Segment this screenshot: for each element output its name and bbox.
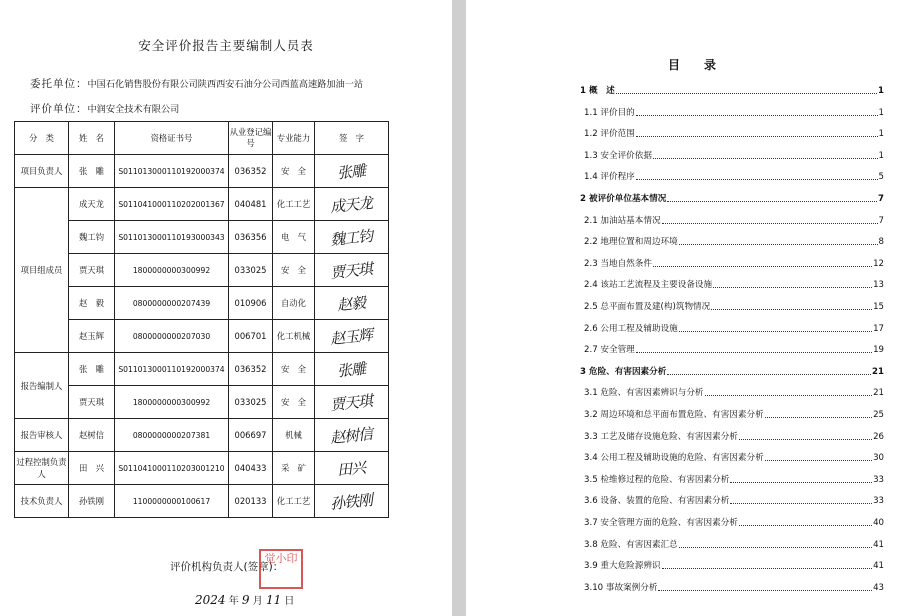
name-cell: 赵玉辉 bbox=[69, 320, 115, 353]
toc-leader-dots bbox=[739, 525, 872, 526]
signature-cell bbox=[315, 386, 389, 419]
toc-item-title: 2.6 公用工程及辅助设施 bbox=[584, 323, 678, 334]
name-cell: 贾天琪 bbox=[69, 386, 115, 419]
toc-item-page: 12 bbox=[873, 258, 884, 269]
toc-leader-dots bbox=[713, 287, 872, 288]
toc-leader-dots bbox=[667, 201, 877, 202]
toc-item-title: 1.2 评价范围 bbox=[584, 129, 635, 140]
toc-item[interactable] bbox=[584, 516, 884, 528]
toc-leader-dots bbox=[616, 93, 877, 94]
toc-title: 目 录 bbox=[667, 58, 722, 72]
signature-cell bbox=[315, 485, 389, 518]
signature-cell bbox=[315, 320, 389, 353]
toc-item-title: 1.1 评价目的 bbox=[584, 107, 635, 118]
toc-item-title: 3.9 重大危险源辨识 bbox=[584, 561, 661, 572]
cert-cell: 0800000000207439 bbox=[115, 287, 229, 320]
toc-item[interactable] bbox=[584, 300, 884, 312]
spec-cell: 化工工艺 bbox=[273, 188, 315, 221]
reg-cell: 036356 bbox=[229, 221, 273, 254]
toc-leader-dots bbox=[739, 439, 872, 440]
header-category: 分 类 bbox=[15, 122, 69, 155]
toc-item[interactable] bbox=[584, 473, 884, 485]
signature-cell bbox=[315, 188, 389, 221]
toc-leader-dots bbox=[679, 244, 878, 245]
cert-cell: S011013000110192000374 bbox=[115, 155, 229, 188]
handwritten-signature: 魏工钧 bbox=[329, 226, 374, 249]
toc-item-page: 5 bbox=[878, 172, 884, 183]
evaluator-line bbox=[30, 101, 179, 116]
category-cell: 技术负责人 bbox=[15, 485, 69, 518]
cert-cell: 0800000000207381 bbox=[115, 419, 229, 452]
org-head-signature-label: 评价机构负责人(签章)： bbox=[170, 561, 284, 573]
handwritten-signature: 赵毅 bbox=[336, 293, 367, 314]
toc-item-page: 15 bbox=[873, 302, 884, 312]
toc-item-title: 1.3 安全评价依据 bbox=[584, 150, 652, 161]
toc-item-page: 7 bbox=[878, 215, 884, 226]
signature-cell bbox=[315, 452, 389, 485]
date-month: 9 bbox=[241, 593, 250, 607]
toc-item-title: 2.5 总平面布置及建(构)筑物情况 bbox=[584, 302, 711, 312]
right-document-page bbox=[466, 0, 924, 616]
toc-leader-dots bbox=[636, 115, 878, 116]
date-line bbox=[195, 592, 294, 607]
header-name: 姓 名 bbox=[69, 122, 115, 155]
date-month-suffix: 月 bbox=[252, 596, 263, 607]
category-cell: 报告编制人 bbox=[15, 353, 69, 419]
toc-leader-dots bbox=[679, 547, 872, 548]
spec-cell: 安 全 bbox=[273, 386, 315, 419]
toc-leader-dots bbox=[636, 136, 878, 137]
spec-cell: 机械 bbox=[273, 419, 315, 452]
toc-item-page: 33 bbox=[873, 474, 884, 485]
header-reg: 从业登记编号 bbox=[229, 122, 273, 155]
category-cell: 项目组成员 bbox=[15, 188, 69, 353]
table-header-row bbox=[15, 122, 389, 155]
reg-cell: 020133 bbox=[229, 485, 273, 518]
table-row bbox=[15, 188, 389, 221]
toc-item-page: 1 bbox=[878, 150, 884, 161]
toc-item-title: 3.2 周边环境和总平面布置危险、有害因素分析 bbox=[584, 410, 764, 420]
reg-cell: 040433 bbox=[229, 452, 273, 485]
toc-item[interactable] bbox=[584, 170, 884, 182]
table-row bbox=[15, 320, 389, 353]
evaluator-label: 评价单位： bbox=[30, 103, 88, 115]
toc-item[interactable] bbox=[584, 386, 884, 398]
cert-cell: S011041000110203001210 bbox=[115, 452, 229, 485]
staff-table-title: 安全评价报告主要编制人员表 bbox=[138, 38, 314, 53]
name-cell: 张 雕 bbox=[69, 155, 115, 188]
toc-leader-dots bbox=[662, 568, 873, 569]
toc-item-title: 3.1 危险、有害因素辨识与分析 bbox=[584, 388, 704, 399]
toc-item-title: 2.7 安全管理 bbox=[584, 345, 635, 356]
toc-item-page: 33 bbox=[873, 496, 884, 507]
spec-cell: 安 全 bbox=[273, 254, 315, 287]
toc-item[interactable] bbox=[584, 494, 884, 506]
toc-item-page: 43 bbox=[873, 582, 884, 593]
toc-item-title: 3.8 危险、有害因素汇总 bbox=[584, 539, 678, 550]
toc-item-page: 40 bbox=[873, 518, 884, 528]
toc-leader-dots bbox=[711, 309, 872, 310]
handwritten-signature: 孙铁刚 bbox=[329, 490, 374, 513]
toc-item-page: 26 bbox=[873, 431, 884, 442]
name-cell: 田 兴 bbox=[69, 452, 115, 485]
table-row bbox=[15, 485, 389, 518]
toc-item-page: 8 bbox=[878, 237, 884, 248]
toc-item-title: 3.4 公用工程及辅助设施的危险、有害因素分析 bbox=[584, 453, 764, 464]
handwritten-signature: 张雕 bbox=[336, 161, 367, 182]
spec-cell: 安 全 bbox=[273, 353, 315, 386]
toc-item-page: 30 bbox=[873, 453, 884, 464]
date-year-suffix: 年 bbox=[228, 596, 239, 607]
toc-item[interactable] bbox=[584, 149, 884, 161]
toc-item[interactable] bbox=[584, 408, 884, 420]
toc-item-page: 17 bbox=[873, 323, 884, 334]
spec-cell: 安 全 bbox=[273, 155, 315, 188]
handwritten-signature: 张雕 bbox=[336, 359, 367, 380]
toc-item[interactable] bbox=[584, 559, 884, 571]
toc-item-page: 41 bbox=[873, 561, 884, 572]
toc-item[interactable] bbox=[584, 581, 884, 593]
staff-table bbox=[14, 121, 389, 518]
toc-item-title: 3.7 安全管理方面的危险、有害因素分析 bbox=[584, 518, 738, 528]
reg-cell: 006701 bbox=[229, 320, 273, 353]
cert-cell: 1800000000300992 bbox=[115, 254, 229, 287]
name-cell: 赵树信 bbox=[69, 419, 115, 452]
reg-cell: 033025 bbox=[229, 386, 273, 419]
signature-cell bbox=[315, 287, 389, 320]
spec-cell: 化工机械 bbox=[273, 320, 315, 353]
toc-leader-dots bbox=[679, 331, 872, 332]
toc-item-title: 2.4 该站工艺流程及主要设备设施 bbox=[584, 280, 713, 291]
toc-leader-dots bbox=[653, 266, 872, 267]
toc-item-title: 1 概 述 bbox=[580, 86, 615, 96]
name-cell: 孙铁刚 bbox=[69, 485, 115, 518]
reg-cell: 006697 bbox=[229, 419, 273, 452]
toc-item-title: 2.3 当地自然条件 bbox=[584, 258, 652, 269]
page-gap bbox=[452, 0, 466, 616]
table-row bbox=[15, 452, 389, 485]
toc-item-page: 1 bbox=[878, 129, 884, 140]
toc-leader-dots bbox=[653, 158, 878, 159]
toc-item-page: 41 bbox=[873, 539, 884, 550]
cert-cell: 1100000000100617 bbox=[115, 485, 229, 518]
toc-item-page: 1 bbox=[878, 86, 884, 96]
signature-cell bbox=[315, 353, 389, 386]
toc-item[interactable] bbox=[584, 538, 884, 550]
handwritten-signature: 赵玉辉 bbox=[329, 325, 374, 348]
toc-item-page: 21 bbox=[873, 388, 884, 399]
toc-leader-dots bbox=[705, 395, 873, 396]
cert-cell: 1800000000300992 bbox=[115, 386, 229, 419]
signature-cell bbox=[315, 155, 389, 188]
spec-cell: 采 矿 bbox=[273, 452, 315, 485]
toc-leader-dots bbox=[658, 590, 872, 591]
toc-item-title: 3.10 事故案例分析 bbox=[584, 582, 658, 593]
toc-item-page: 21 bbox=[872, 366, 884, 377]
toc-leader-dots bbox=[730, 503, 872, 504]
category-cell: 报告审核人 bbox=[15, 419, 69, 452]
name-cell: 赵 毅 bbox=[69, 287, 115, 320]
date-day: 11 bbox=[265, 593, 282, 607]
handwritten-signature: 赵树信 bbox=[329, 424, 374, 447]
handwritten-signature: 贾天琪 bbox=[329, 391, 374, 414]
table-row bbox=[15, 419, 389, 452]
table-row bbox=[15, 386, 389, 419]
table-row bbox=[15, 254, 389, 287]
date-day-suffix: 日 bbox=[284, 596, 295, 607]
reg-cell: 010906 bbox=[229, 287, 273, 320]
spec-cell: 自动化 bbox=[273, 287, 315, 320]
toc-leader-dots bbox=[636, 179, 878, 180]
toc-leader-dots bbox=[636, 352, 872, 353]
name-cell: 魏工钧 bbox=[69, 221, 115, 254]
client-label: 委托单位： bbox=[30, 78, 88, 90]
name-cell: 成天龙 bbox=[69, 188, 115, 221]
toc-leader-dots bbox=[765, 460, 872, 461]
toc-item-title: 2.2 地理位置和周边环境 bbox=[584, 237, 678, 248]
toc-item-title: 3.5 检维修过程的危险、有害因素分析 bbox=[584, 474, 730, 485]
toc-item[interactable] bbox=[584, 257, 884, 269]
toc-item-page: 13 bbox=[873, 280, 884, 291]
header-spec: 专业能力 bbox=[273, 122, 315, 155]
toc-item-title: 2 被评价单位基本情况 bbox=[580, 194, 667, 204]
handwritten-signature: 贾天琪 bbox=[329, 259, 374, 282]
toc-item[interactable] bbox=[584, 106, 884, 118]
toc-item[interactable] bbox=[584, 451, 884, 463]
toc-item[interactable] bbox=[580, 192, 884, 204]
client-line bbox=[30, 76, 363, 91]
table-row bbox=[15, 155, 389, 188]
category-cell: 项目负责人 bbox=[15, 155, 69, 188]
reg-cell: 033025 bbox=[229, 254, 273, 287]
category-cell: 过程控制负责人 bbox=[15, 452, 69, 485]
toc-item-page: 25 bbox=[873, 410, 884, 420]
toc-item-title: 3.3 工艺及储存设施危险、有害因素分析 bbox=[584, 431, 738, 442]
reg-cell: 036352 bbox=[229, 155, 273, 188]
toc-item-title: 1.4 评价程序 bbox=[584, 172, 635, 183]
handwritten-signature: 田兴 bbox=[336, 458, 367, 479]
cert-cell: S011041000110202001367 bbox=[115, 188, 229, 221]
red-seal-stamp: 觉小印 bbox=[259, 549, 303, 589]
toc-item[interactable] bbox=[580, 365, 884, 377]
cert-cell: S011013000110192000374 bbox=[115, 353, 229, 386]
evaluator-value: 中润安全技术有限公司 bbox=[87, 104, 180, 115]
table-row bbox=[15, 221, 389, 254]
spec-cell: 化工工艺 bbox=[273, 485, 315, 518]
toc-item-title: 3.6 设备、装置的危险、有害因素分析 bbox=[584, 496, 730, 507]
toc-item[interactable] bbox=[584, 343, 884, 355]
toc-item-page: 19 bbox=[873, 345, 884, 356]
toc-item-page: 7 bbox=[878, 194, 884, 204]
toc-item[interactable] bbox=[584, 127, 884, 139]
handwritten-signature: 成天龙 bbox=[329, 193, 374, 216]
toc-item-title: 3 危险、有害因素分析 bbox=[580, 366, 667, 377]
toc-item[interactable] bbox=[584, 214, 884, 226]
signature-cell bbox=[315, 419, 389, 452]
toc-item-title: 2.1 加油站基本情况 bbox=[584, 215, 661, 226]
toc-item-page: 1 bbox=[878, 107, 884, 118]
toc-item[interactable] bbox=[584, 278, 884, 290]
name-cell: 贾天琪 bbox=[69, 254, 115, 287]
spec-cell: 电 气 bbox=[273, 221, 315, 254]
table-row bbox=[15, 287, 389, 320]
cert-cell: S011013000110193000343 bbox=[115, 221, 229, 254]
header-signature: 签 字 bbox=[315, 122, 389, 155]
toc-leader-dots bbox=[730, 482, 872, 483]
signature-cell bbox=[315, 254, 389, 287]
toc-leader-dots bbox=[662, 223, 878, 224]
toc-leader-dots bbox=[765, 417, 872, 418]
date-year: 2024 bbox=[195, 593, 226, 607]
reg-cell: 036352 bbox=[229, 353, 273, 386]
left-document-page bbox=[0, 0, 452, 616]
name-cell: 张 雕 bbox=[69, 353, 115, 386]
signature-cell bbox=[315, 221, 389, 254]
client-value: 中国石化销售股份有限公司陕西西安石油分公司西蓝高速路加油一站 bbox=[87, 79, 364, 90]
cert-cell: 0800000000207030 bbox=[115, 320, 229, 353]
toc-item[interactable] bbox=[584, 322, 884, 334]
toc-item[interactable] bbox=[584, 430, 884, 442]
toc-item[interactable] bbox=[584, 235, 884, 247]
table-row bbox=[15, 353, 389, 386]
toc-leader-dots bbox=[667, 374, 871, 375]
reg-cell: 040481 bbox=[229, 188, 273, 221]
toc-item[interactable] bbox=[580, 84, 884, 96]
header-cert: 资格证书号 bbox=[115, 122, 229, 155]
